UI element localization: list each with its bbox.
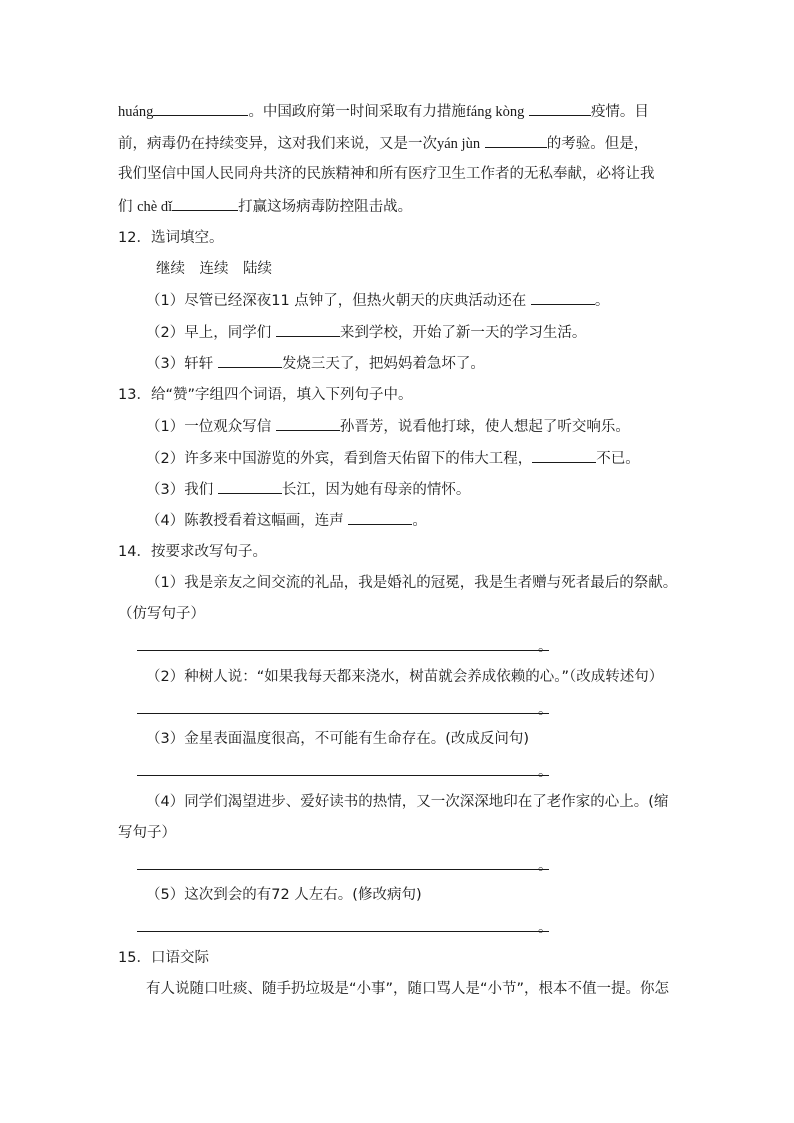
pinyin: fáng kòng (465, 104, 525, 120)
text: 。中国政府第一时间采取有力措施 (248, 104, 466, 120)
text: 疫情。目 (590, 104, 649, 120)
text: （3）轩轩 (146, 356, 218, 372)
answer-blank[interactable] (532, 448, 596, 463)
answer-line[interactable] (137, 649, 549, 651)
q12-item-2 (146, 322, 586, 343)
text: （2）早上，同学们 (146, 325, 276, 341)
q13-item-3 (146, 479, 470, 500)
pinyin: chè dǐ (137, 199, 173, 215)
word-options: 继续 连续 陆续 (156, 261, 272, 277)
answer-blank[interactable] (218, 479, 282, 494)
answer-blank[interactable] (531, 290, 595, 305)
question-12-title: 12．选词填空。 (118, 230, 224, 246)
text: 不已。 (596, 451, 640, 467)
pinyin: huáng (118, 104, 154, 120)
q14-item-3: （3）金星表面温度很高，不可能有生命存在。(改成反问句) (146, 731, 530, 747)
text: 孙晋芳，说看他打球，使人想起了听交响乐。 (339, 419, 630, 435)
text: 长江，因为她有母亲的情怀。 (281, 482, 471, 498)
answer-line[interactable] (137, 930, 549, 932)
text: （1）一位观众写信 (146, 419, 276, 435)
answer-blank[interactable] (172, 196, 238, 211)
text: 。 (412, 513, 427, 529)
period: 。 (538, 702, 553, 718)
q14-item-4-line-1: （4）同学们渴望进步、爱好读书的热情，又一次深深地印在了老作家的心上。(缩 (146, 794, 669, 810)
q13-item-1 (146, 416, 630, 437)
text: （3）我们 (146, 482, 218, 498)
text: （1）尽管已经深夜11 点钟了，但热火朝天的庆典活动还在 (146, 293, 531, 309)
q14-item-2: （2）种树人说：“如果我每天都来浇水，树苗就会养成依赖的心。”（改成转述句） (146, 669, 664, 685)
period: 。 (538, 764, 553, 780)
text: （4）陈教授看着这幅画，连声 (146, 513, 349, 529)
answer-blank[interactable] (485, 133, 547, 148)
pinyin: yán jùn (437, 136, 481, 152)
answer-blank[interactable] (276, 322, 340, 337)
answer-blank[interactable] (529, 101, 591, 116)
q13-item-4 (146, 510, 427, 531)
q13-item-2 (146, 448, 640, 469)
text: 发烧三天了，把妈妈着急坏了。 (281, 356, 485, 372)
period: 。 (538, 639, 553, 655)
q15-line-1: 有人说随口吐痰、随手扔垃圾是“小事”，随口骂人是“小节”，根本不值一提。你怎 (146, 981, 670, 997)
answer-blank[interactable] (276, 416, 340, 431)
text: 打赢这场病毒防控阻击战。 (238, 199, 413, 215)
answer-line[interactable] (137, 712, 549, 714)
question-15-title: 15．口语交际 (118, 950, 209, 966)
answer-line[interactable] (137, 774, 549, 776)
q11-line-1 (118, 101, 649, 122)
answer-blank[interactable] (153, 101, 248, 116)
q11-line-3: 我们坚信中国人民同舟共济的民族精神和所有医疗卫生工作者的无私奉献，必将让我 (118, 166, 655, 182)
period: 。 (538, 920, 553, 936)
text: 。 (594, 293, 610, 309)
text: （2）许多来中国游览的外宾，看到詹天佑留下的伟大工程， (146, 451, 533, 467)
question-14-title: 14．按要求改写句子。 (118, 544, 267, 560)
period: 。 (538, 858, 553, 874)
answer-blank[interactable] (348, 510, 412, 525)
answer-blank[interactable] (218, 353, 282, 368)
text: 来到学校，开始了新一天的学习生活。 (339, 325, 587, 341)
text: 的考验。但是， (546, 136, 649, 152)
q11-line-4 (118, 196, 412, 217)
q14-item-4-line-2: 写句子） (118, 825, 176, 841)
text: 前，病毒仍在持续变异，这对我们来说，又是一次 (118, 136, 437, 152)
question-13-title: 13．给“赞”字组四个词语，填入下列句子中。 (118, 387, 413, 403)
q14-item-5: （5）这次到会的有72 人左右。(修改病句) (146, 887, 422, 903)
answer-line[interactable] (137, 868, 549, 870)
q11-line-2 (118, 133, 648, 154)
q12-item-1 (146, 290, 609, 311)
q12-item-3 (146, 353, 485, 374)
text: 们 (118, 199, 133, 215)
q14-item-1-line-1: （1）我是亲友之间交流的礼品，我是婚礼的冠冕，我是生者赠与死者最后的祭献。 (146, 575, 678, 591)
q14-item-1-line-2: （仿写句子） (118, 606, 205, 622)
